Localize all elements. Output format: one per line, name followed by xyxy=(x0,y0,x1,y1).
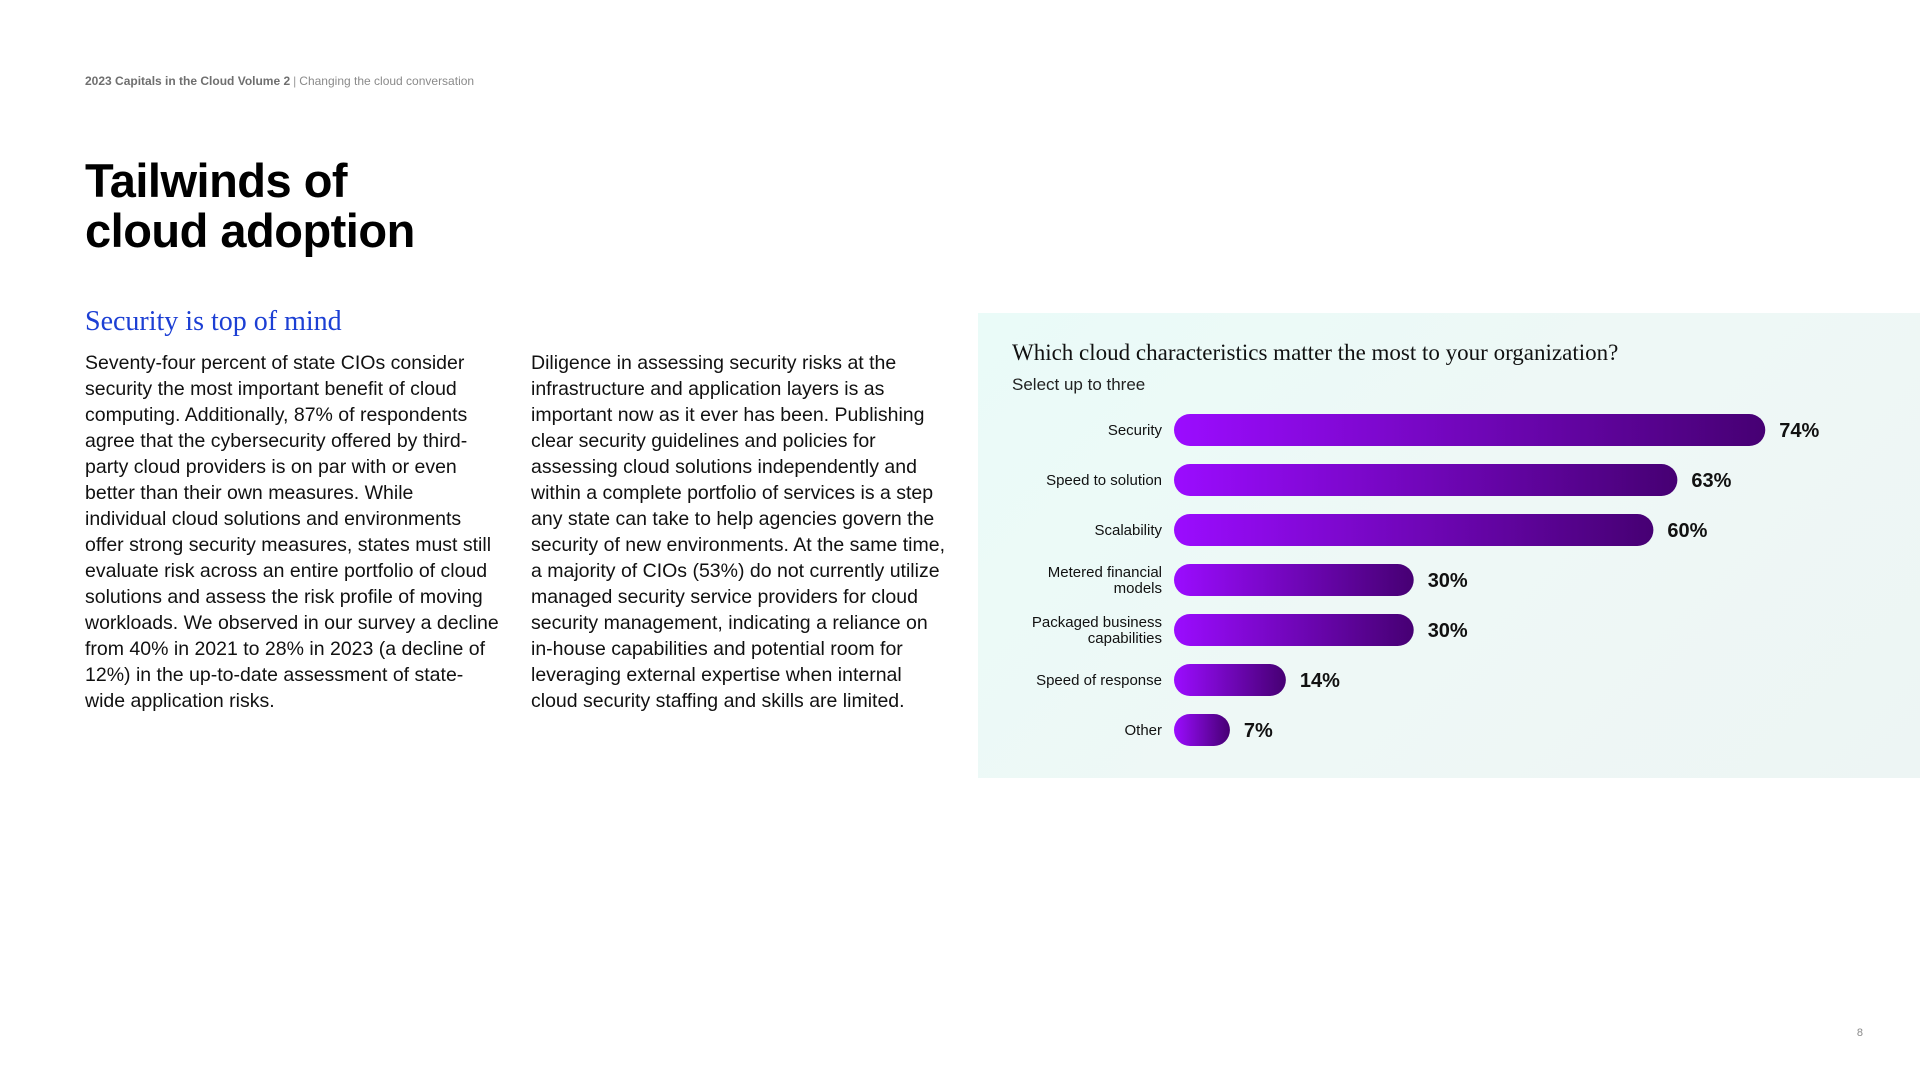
body-text-right: Diligence in assessing security risks at the infrastructure and application layers is as important now as it ever has been. Publishing clear security guidelines and policies for assessing cloud solutions independently and within a complete portfolio of services is a step any state can take to help agencies govern the security of new environments. At the same time, a majority of CIOs (53%) do not currently utilize managed security service providers for cloud security management, indicating a reliance on in-house capabilities and potential room for leveraging external expertise when internal cloud security staffing and skills are limited. xyxy=(531,352,946,712)
value-label-2: 60% xyxy=(1667,520,1708,542)
body-text-left: Seventy-four percent of state CIOs consider security the most important benefit of cloud computing. Additionally, 87% of respondents agree that the cybersecurity offered by third-party cloud providers is on par with or even better than their own measures. While individual cloud solutions and environments offer strong security measures, states must still evaluate risk across an entire portfolio of cloud solutions and assess the risk profile of moving workloads. We observed in our survey a decline from 40% in 2021 to 28% in 2023 (a decline of 12%) in the up-to-date assessment of state-wide application risks. xyxy=(85,352,499,712)
bar-4 xyxy=(1174,614,1414,646)
value-label-0: 74% xyxy=(1779,420,1820,442)
category-label-0: Security xyxy=(1107,422,1162,439)
bar-6 xyxy=(1174,714,1230,746)
page-number: 8 xyxy=(1856,1027,1863,1039)
category-label-3: Metered financial models xyxy=(1047,564,1162,597)
category-label-5: Speed of response xyxy=(1036,672,1162,689)
section-name: Changing the cloud conversation xyxy=(299,74,475,88)
chart-panel xyxy=(978,313,1920,778)
bar-1 xyxy=(1174,464,1677,496)
running-header xyxy=(85,74,474,88)
category-label-4: Packaged business capabilities xyxy=(1031,614,1162,647)
value-label-5: 14% xyxy=(1299,670,1340,692)
bar-3 xyxy=(1174,564,1414,596)
value-label-6: 7% xyxy=(1243,720,1273,742)
bar-0 xyxy=(1174,414,1765,446)
bar-chart xyxy=(978,313,1920,778)
chart-subtitle: Select up to three xyxy=(1012,375,1146,394)
page-title-line-2: cloud adoption xyxy=(85,204,415,257)
category-label-2: Scalability xyxy=(1094,522,1162,539)
bar-5 xyxy=(1174,664,1286,696)
category-label-6: Other xyxy=(1124,722,1162,739)
value-label-4: 30% xyxy=(1427,620,1468,642)
publication-title: 2023 Capitals in the Cloud Volume 2 xyxy=(85,74,291,88)
page-title xyxy=(85,156,415,256)
value-label-1: 63% xyxy=(1691,470,1732,492)
value-label-3: 30% xyxy=(1427,570,1468,592)
bar-2 xyxy=(1174,514,1653,546)
page-title-line-1: Tailwinds of xyxy=(85,154,348,207)
header-separator: | xyxy=(293,74,297,88)
section-heading: Security is top of mind xyxy=(85,306,342,337)
chart-title: Which cloud characteristics matter the most to your organization? xyxy=(1012,340,1619,365)
category-label-1: Speed to solution xyxy=(1046,472,1162,489)
